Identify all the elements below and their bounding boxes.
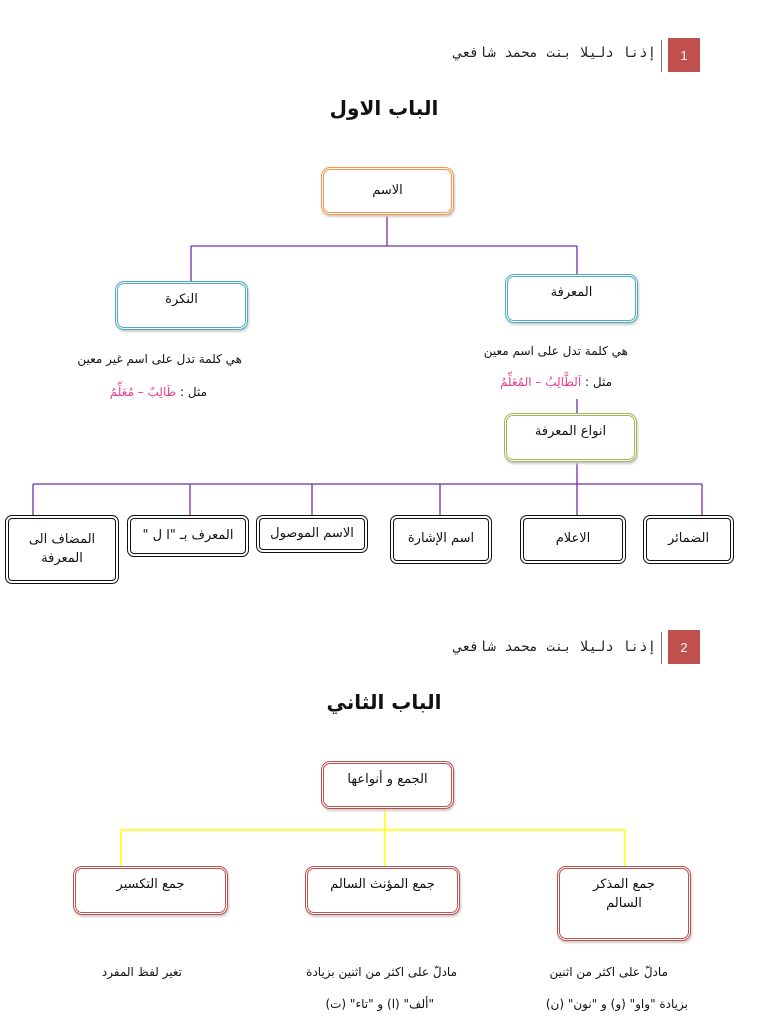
leaf-alam <box>520 515 626 564</box>
leaf-ism-mawsul <box>256 515 368 553</box>
root-node-jam <box>321 761 454 809</box>
chapter-title: الباب الاول <box>329 96 439 120</box>
leaf-dhamair-label: الضمائر <box>667 531 710 547</box>
author-name-2: إذنا دليلا بنت محمد شافعي <box>453 639 656 655</box>
marifa-example-prefix: مثل : <box>585 375 612 389</box>
node-nakira-label: النكرة <box>165 292 198 307</box>
header-separator <box>661 40 662 72</box>
marifa-example <box>500 375 612 389</box>
nakira-example-words: طَالِبٌ – مُعَلِّمٌ <box>109 385 177 399</box>
page-number-badge-2: 2 <box>668 630 700 664</box>
node-jam-taksir <box>73 866 228 915</box>
node-marifa-types-label: انواع المعرفة <box>534 424 607 439</box>
node-jam-mudhakkar <box>557 866 691 941</box>
leaf-dhamair <box>643 515 734 564</box>
page-number-badge: 1 <box>668 38 700 72</box>
mudhakkar-desc-line1: مادلّ على اكثر من اثنين <box>549 965 668 979</box>
node-marifa-label: المعرفة <box>550 285 593 300</box>
nakira-example-prefix: مثل : <box>180 385 207 399</box>
node-nakira <box>115 281 248 330</box>
leaf-ism-mawsul-label: الاسم الموصول <box>270 525 354 541</box>
muannath-desc-line2: "ألف" (ا) و "تاء" (ت) <box>325 997 434 1011</box>
leaf-ism-ishara <box>390 515 492 564</box>
marifa-example-words: اَلطَّالِبُ – المُعَلِّمُ <box>499 375 582 389</box>
node-jam-mudhakkar-label: جمع المذكر السالم <box>593 877 655 911</box>
root-node-ism <box>321 167 454 215</box>
root-node-label: الاسم <box>372 182 403 198</box>
header-separator-2 <box>661 632 662 664</box>
mudhakkar-desc-line2: بزيادة "واو" (و) و "نون" (ن) <box>545 997 688 1011</box>
nakira-example <box>110 385 207 399</box>
leaf-muarraf-bial <box>127 515 249 557</box>
leaf-alam-label: الاعلام <box>555 531 591 547</box>
leaf-mudaf-label: المضاف الى المعرفة <box>28 531 96 566</box>
leaf-muarraf-bial-label: المعرف بـ "ا ل " <box>142 527 234 543</box>
node-jam-muannath-label: جمع المؤنث السالم <box>330 877 435 892</box>
taksir-desc-line1: تغير لفظ المفرد <box>101 965 182 979</box>
author-name: إذنا دليلا بنت محمد شافعي <box>453 45 656 61</box>
leaf-mudaf <box>5 515 119 584</box>
leaf-ism-ishara-label: اسم الإشارة <box>407 531 475 547</box>
node-marifa-types <box>504 413 637 462</box>
chapter-title-2: الباب الثاني <box>326 690 442 714</box>
node-jam-muannath <box>305 866 460 915</box>
muannath-desc-line1: مادلّ على اكثر من اثنين بزيادة <box>306 965 457 979</box>
marifa-definition: هي كلمة تدل على اسم معين <box>483 344 628 358</box>
node-marifa <box>505 274 638 323</box>
node-jam-taksir-label: جمع التكسير <box>116 877 185 892</box>
root-node-jam-label: الجمع و أنواعها <box>347 772 428 787</box>
nakira-definition: هي كلمة تدل على اسم غير معين <box>77 352 242 366</box>
